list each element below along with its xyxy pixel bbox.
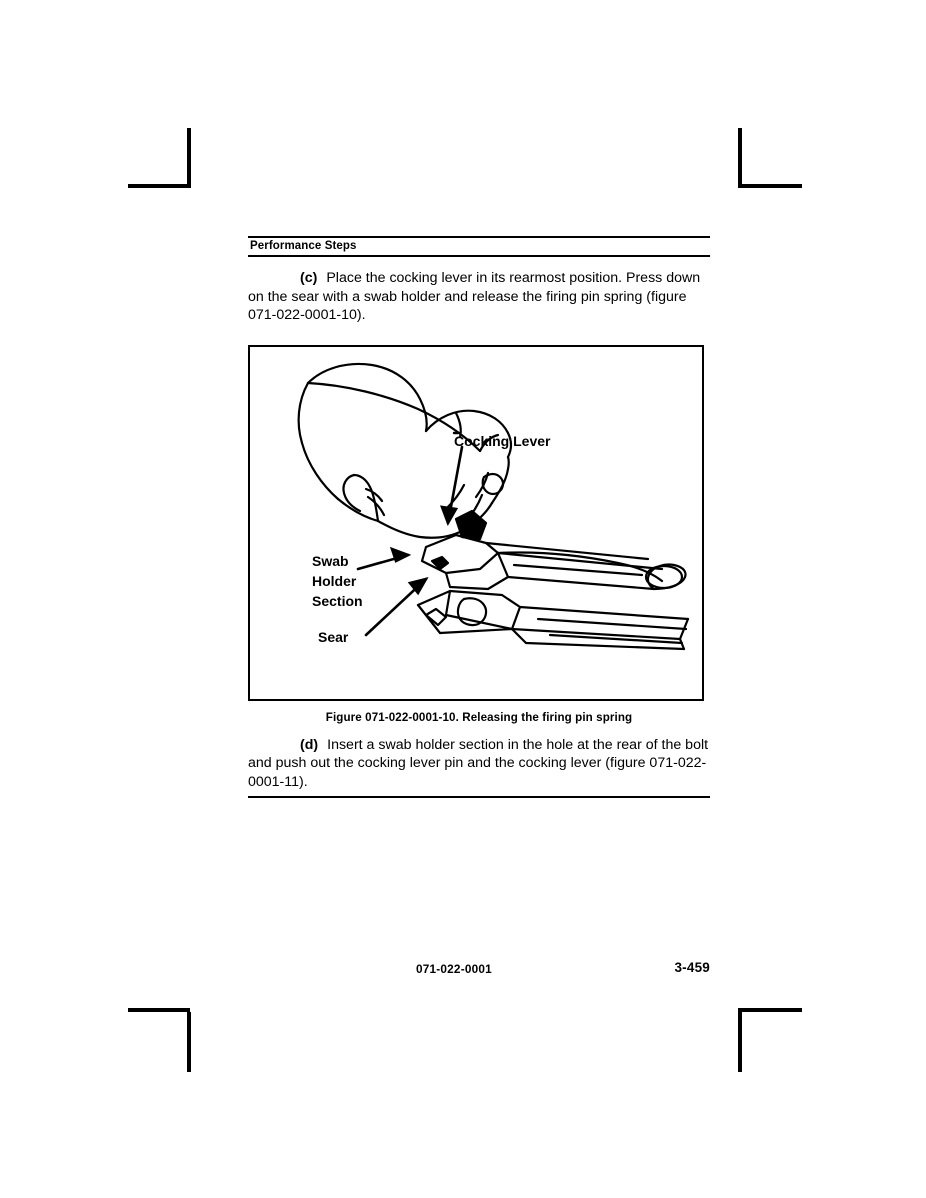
figure-caption: Figure 071-022-0001-10. Releasing the firing pin spring (325, 710, 633, 724)
crop-mark-top-right-vertical (738, 128, 742, 188)
crop-mark-top-right-horizontal (738, 184, 802, 188)
paragraph-c-text: Place the cocking lever in its rearmost position. Press down on the sear with a swab holder and release the firing pin spring (figure 071-022-0001-10). (248, 270, 701, 324)
callout-label-sear: Sear (318, 628, 349, 645)
running-head: Performance Steps (250, 240, 357, 252)
callout-label-section: Section (312, 592, 363, 609)
callout-label-holder: Holder (312, 572, 357, 589)
paragraph-d-label: (d) (300, 736, 319, 753)
document-page (248, 236, 710, 798)
figure-illustration (248, 345, 704, 701)
footer-rule (248, 796, 710, 798)
crop-mark-top-left-vertical (187, 128, 191, 188)
callout-label-cocking-lever: Cocking Lever (454, 432, 551, 449)
paragraph-d (248, 736, 710, 792)
crop-mark-bottom-left-vertical (187, 1012, 191, 1072)
callout-label-swab: Swab (312, 552, 349, 569)
crop-mark-bottom-right-horizontal (738, 1008, 802, 1012)
crop-mark-top-left-horizontal (128, 184, 190, 188)
crop-mark-bottom-right-vertical (738, 1012, 742, 1072)
header-rule-bottom (248, 255, 710, 257)
footer-document-id: 071-022-0001 (416, 962, 492, 976)
paragraph-c-label: (c) (300, 270, 318, 286)
crop-mark-bottom-left-horizontal (128, 1008, 190, 1012)
paragraph-c (248, 269, 710, 325)
paragraph-d-text: Insert a swab holder section in the hole at the rear of the bolt and push out the cocking lever pin and the cocking lever (figure 071-022-0001-11). (248, 736, 709, 790)
footer-page-number: 3-459 (674, 960, 710, 975)
